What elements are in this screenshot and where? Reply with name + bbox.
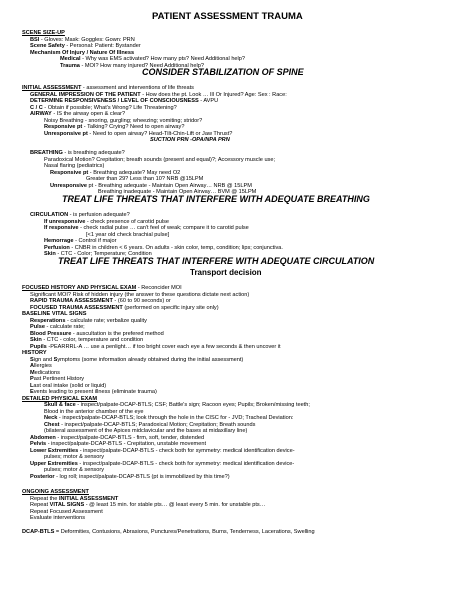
circ-unresponsive-line [44,219,169,225]
pelvis-text: - inspect/palpate-DCAP-BTLS - Crepitation, unstable movement [46,441,206,447]
breathing-responsive-line [50,170,180,176]
dcap-btls-definition [22,529,315,535]
breathing-unresponsive-line [50,183,252,189]
breathing-detail-2: Nasal flaring (pediatrics) [44,163,105,169]
breathing-responsive-2: Greater than 29? Less than 10? NRB @15LPM [86,176,204,182]
posterior-label: Posterior [30,473,55,480]
history-last-line [30,383,106,389]
detailed-heading: DETAILED PHYSICAL EXAM [22,395,98,402]
circ-skin-text: - CTC - Color; Temperature; Condition [55,251,152,257]
ongoing-line-3: Repeat Focused Assessment [30,508,103,515]
breathing-line [30,150,125,156]
respirations-text: - calculate rate; verbalize quality [65,317,147,324]
chest-text: - inspect/palpate-DCAP-BTLS; Paradoxical Motion; Crepitation; Breath sounds [59,421,256,428]
pelvis-label: Pelvis [30,441,47,447]
upper-extremities-line [30,461,294,467]
bp-text: - auscultation is the prefered method [71,330,164,337]
circ-unresponsive-label: If unresponsive [44,218,86,225]
lower-extremities-line [30,448,295,454]
airway-unresponsive-text: - Need to open airway? Head-Tilt-Chin-Lift or Jaw Thrust? [87,130,233,137]
lower-extremities-label: Lower Extremities [30,447,79,454]
skull-line [44,402,310,408]
upper-extremities-2: pulses; motor & sensory [44,467,105,473]
airway-line [30,111,125,117]
abdomen-label: Abdomen [30,434,56,441]
vitals-skin-text: - CTC - color, temperature and condition [41,337,144,343]
airway-unresponsive-label: Unresponsive pt [44,130,88,137]
focused-heading-text: - Reconcider MOI [136,285,182,291]
rapid-trauma-text: - (60 to 90 seconds) or [112,298,171,304]
loc-line [30,98,218,104]
treat-breathing: TREAT LIFE THREATS THAT INTERFERE WITH ADEQUATE BREATHING [62,194,370,204]
chest-label: Chest [44,421,60,428]
scene-heading: SCENE SIZE-UP [22,30,65,36]
dcap-btls-text: = Deformities, Contusions, Abrasions, Punctures/Penetrations, Burns, Tenderness, Lacerations, Swelling [54,529,315,535]
airway-responsive-text: - Talking? Crying? Need to open airway? [82,124,185,130]
ongoing-1-pre: Repeat the [30,495,59,502]
treat-circulation: TREAT LIFE THREATS THAT INTERFERE WITH ADEQUATE CIRCULATION [58,256,375,266]
history-e-letter: E [30,389,34,395]
ongoing-line-4: Evaluate interventions [30,515,86,521]
suction-note: SUCTION PRN -OPA/NPA PRN [150,137,230,143]
perfusion-text: - CNBR in children < 6 years. On adults - skin color, temp, condition; lips; conjunctiva. [69,244,283,251]
breathing-responsive-text: - Breathing adequate? May need O2 [88,169,181,176]
history-e-rest: vents leading to present illness (eliminate trauma) [33,389,157,395]
perfusion-line [44,245,283,251]
history-allergies-line [30,363,52,369]
trauma-label: Trauma [60,62,80,69]
hemorrhage-text: - Control if major [73,238,117,244]
history-past-line [30,376,84,382]
focused-trauma-text: (performed on specific injury site only) [122,304,219,311]
neck-text: - inspect/palpate-DCAP-BTLS; look through the hole in the CISC for - JVD; Tracheal Deviation: [57,415,294,421]
chest-line-2: (bilateral assessment of the Apices midclavicular and the bases at midaxillary line) [44,428,248,434]
history-events-line [30,389,157,395]
general-impression-label: GENERAL IMPRESSION OF THE PATIENT [30,91,141,98]
general-impression-line [30,92,287,98]
airway-text: - IS the airway open & clear? [51,111,126,117]
focused-trauma-line [30,305,219,311]
dcap-btls-label: DCAP-BTLS [22,529,55,535]
lower-extremities-2: pulses; motor & sensory [44,454,105,460]
pulse-line [30,324,85,330]
pupils-line [30,344,281,350]
ongoing-2-bold: VITAL SIGNS [49,502,85,508]
breathing-unresponsive-text: pt - Breathing adequate - Maintain Open Airway… NRB @ 15LPM [87,182,252,189]
perfusion-label: Perfusion [44,244,70,251]
breathing-unresponsive-2: Breathing inadequate - Maintain Open Airway… BVM @ 15LPM [98,189,257,195]
circulation-text: - is perfusion adequate? [68,212,130,218]
focused-trauma-label: FOCUSED TRAUMA ASSESSMENT [30,304,123,311]
history-s2-rest: ymptoms (some information already obtained during the initial assessment) [57,356,244,363]
posterior-line [30,474,230,480]
consider-spine: CONSIDER STABILIZATION OF SPINE [142,67,304,77]
initial-heading-text: - assessment and interventions of life threats [81,85,194,91]
medical-text: - Why was EMS activated? How many pts? Need Additional help? [80,56,246,62]
airway-responsive-line [44,124,184,130]
ongoing-2-pre: Repeat [30,502,50,508]
lower-extremities-text: - inspect/palpate-DCAP-BTLS - check both for symmetry: medical identification device- [78,447,295,454]
posterior-text: - log roll; inspect/palpate-DCAP-BTLS (pt is immobilized by this time?) [54,473,230,480]
pulse-text: - calculate rate; [44,324,85,330]
vitals-skin-label: Skin [30,337,42,343]
breathing-responsive-label: Responsive pt [50,169,89,176]
loc-text: - AVPU [198,98,219,104]
history-s2-letter: S [53,356,58,363]
pupils-text: -PEARRRL-A … use a penlight… if too bright cover each eye a few seconds & then uncover it [46,343,281,350]
upper-extremities-text: - inspect/palpate-DCAP-BTLS - check both for symmetry: medical identification device- [77,460,295,467]
significant-moi: Significant MOI? Risk of hidden injury (the answer to these questions dictate next action) [30,291,250,298]
moi-heading: Mechanism Of Injury / Nature Of Illness [30,49,135,56]
upper-extremities-label: Upper Extremities [30,460,78,467]
bsi-line [30,37,135,43]
history-m-letter: M [30,369,35,376]
circ-unresponsive-text: - check presence of carotid pulse [85,218,169,225]
breathing-text: - is breathing adequate? [62,150,125,156]
history-m-rest: edications [34,369,60,376]
history-signs-line [30,357,243,363]
medical-label: Medical [60,56,81,62]
medical-line [60,56,245,62]
bp-label: Blood Pressure [30,330,72,337]
neck-line [44,415,293,421]
bsi-label: BSI [30,36,40,43]
pulse-label: Pulse [30,324,45,330]
neck-label: Neck [44,415,58,421]
pupils-label: Pupils [30,343,47,350]
hemorrhage-label: Hemorrage [44,238,74,244]
cc-line [30,105,177,111]
bp-line [30,331,164,337]
rapid-trauma-line [30,298,171,304]
loc-label: DETERMINE RESPONSIVENESS / LEVEL OF CONSCIOUSNESS [30,98,199,104]
safety-text: - Personal: Patient: Bystander [64,43,141,49]
airway-label: AIRWAY [30,111,52,117]
chest-line [44,422,255,428]
history-medications-line [30,370,60,376]
skull-text: - inspect/palpate-DCAP-BTLS; CSF; Battle's sign; Racoon eyes; Pupils; Broken/missing teeth; [75,402,310,408]
circ-skin-label: Skin [44,251,56,257]
ongoing-2-text: - @ least 15 min. for stable pts… @ least every 5 min. for unstable pts… [84,502,266,508]
respirations-label: Resperations [30,317,66,324]
history-a-letter: A [30,363,35,369]
breathing-label: BREATHING [30,150,63,156]
history-l-rest: ast oral intake (solid or liquid) [33,382,107,389]
focused-heading-line [22,285,182,291]
abdomen-line [30,435,204,441]
circ-pediatric-note: [<1 year old check brachial pulse] [86,231,170,238]
airway-unresponsive-line [44,131,232,137]
history-p-letter: P [30,376,34,382]
circ-responsive-label: If responsive [44,225,79,231]
skull-label: Skull & face [44,402,76,408]
transport-decision: Transport decision [190,268,262,277]
ongoing-heading: ONGOING ASSESSMENT [22,489,89,495]
history-s-rest: ign and [33,356,54,363]
vitals-heading: BASELINE VITAL SIGNS [22,311,87,317]
circ-responsive-text: - check radial pulse … can't feel of weak; compare it to carotid pulse [78,225,249,231]
history-heading: HISTORY [22,350,47,356]
initial-heading: INITIAL ASSESSMENT [22,85,82,91]
rapid-trauma-label: RAPID TRAUMA ASSESSMENT [30,298,113,304]
vitals-skin-line [30,337,143,343]
skull-line-2: Blood in the anterior chamber of the eye [44,408,144,415]
ongoing-1-bold: INITIAL ASSESSMENT [58,495,119,502]
bsi-text: - Gloves: Mask: Goggles: Gown: PRN [39,36,135,43]
page-title: PATIENT ASSESSMENT TRAUMA [152,11,303,22]
breathing-unresponsive-label: Unresponsive [50,182,87,189]
noisy-breathing: Noisy Breathing - snoring, gurgling; wheezing; vomiting; stridor? [44,117,203,124]
respirations-line [30,318,147,324]
ongoing-line-1 [30,496,118,502]
circulation-label: CIRCULATION [30,212,69,218]
safety-label: Scene Safety [30,43,65,49]
breathing-detail-1: Paradoxical Motion? Crepitation; breath sounds (present and equal)?; Accessory muscle use; [44,156,276,163]
history-p-rest: ast Pertinent History [33,376,85,382]
cc-text: - Obtain if possible; What's Wrong? Life Threatening? [42,104,177,111]
hemorrhage-line [44,238,116,244]
ongoing-line-2 [30,502,265,508]
circ-responsive-line [44,225,249,231]
abdomen-text: - inspect/palpate-DCAP-BTLS - firm, soft, tender, distended [55,434,205,441]
circulation-line [30,212,130,218]
history-s-letter: S [30,356,34,363]
focused-heading: FOCUSED HISTORY AND PHYSICAL EXAM [22,285,137,291]
trauma-text: - MOI? How many injured? Need Additional help? [79,62,204,69]
general-impression-text: - How does the pt. Look … Ill Or Injured? Age: Sex : Race: [140,91,287,98]
initial-heading-line [22,85,194,91]
airway-responsive-label: Responsive pt [44,124,83,130]
cc-label: C / C [30,104,43,111]
history-l-letter: L [30,382,34,389]
history-a-rest: llergies [34,363,52,369]
pelvis-line [30,441,206,447]
safety-line [30,43,141,49]
